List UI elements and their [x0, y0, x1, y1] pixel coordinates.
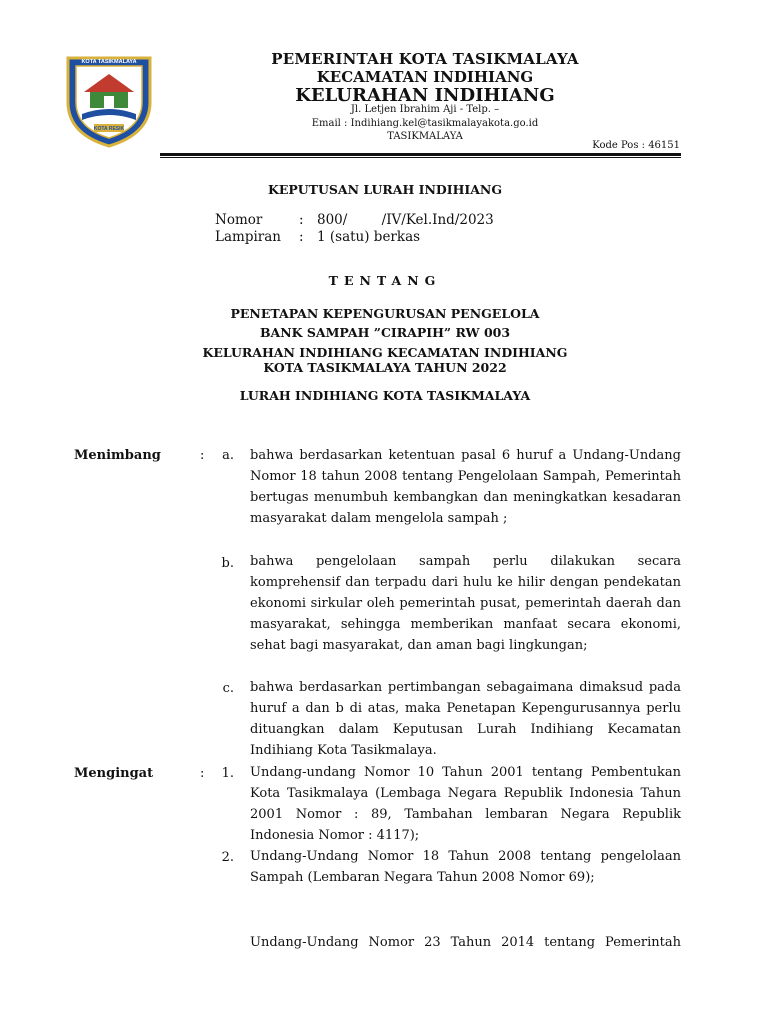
number-label: Nomor: [215, 212, 263, 228]
city-logo-emblem: [64, 52, 154, 148]
city-line: TASIKMALAYA: [387, 131, 463, 142]
considering-item-c: bahwa berdasarkan pertimbangan sebagaimana dimaksud pada huruf a dan b di atas, maka Penetapan Kepengurusannya perlu dituangkan dalam Keputusan Lurah Indihiang Kecamatan Indihiang Kota Tasikmalaya.: [250, 680, 681, 758]
logo-text-top: KOTA TASIKMALAYA: [81, 59, 137, 65]
email-line: Email : Indihiang.kel@tasikmalayakota.go.id: [311, 118, 539, 129]
considering-item-a: bahwa berdasarkan ketentuan pasal 6 huruf a Undang-Undang Nomor 18 tahun 2008 tentang Pengelolaan Sampah, Pemerintah bertugas menumbuh kembangkan dan meningkatkan kesadaran masyarakat dalam mengelola sampah ;: [250, 448, 681, 526]
recalling-colon: :: [200, 766, 205, 781]
district-name: KECAMATAN INDIHIANG: [316, 68, 534, 86]
number-colon: :: [299, 212, 304, 228]
address-line: Jl. Letjen Ibrahim Aji - Telp. –: [350, 104, 500, 115]
postal-code: Kode Pos : 46151: [592, 140, 680, 151]
subject-line-3: KELURAHAN INDIHIANG KECAMATAN INDIHIANG: [202, 345, 568, 360]
attachment-colon: :: [299, 229, 304, 245]
letterhead-rule-thick: [160, 153, 681, 156]
considering-label: Menimbang: [74, 448, 161, 463]
considering-mark-a: a.: [222, 448, 234, 463]
subject-line-4: KOTA TASIKMALAYA TAHUN 2022: [263, 360, 507, 375]
considering-mark-b: b.: [221, 556, 234, 571]
village-name: KELURAHAN INDIHIANG: [295, 85, 555, 106]
recalling-label: Mengingat: [74, 766, 154, 781]
attachment-label: Lampiran: [215, 229, 281, 245]
decree-number-row: [215, 212, 494, 228]
recalling-item-2: Undang-Undang Nomor 18 Tahun 2008 tentang pengelolaan Sampah (Lembaran Negara Tahun 2008 Nomor 69);: [250, 849, 681, 885]
considering-mark-c: c.: [222, 681, 234, 696]
recalling-mark-1: 1.: [221, 766, 234, 781]
decree-attachment-row: [215, 229, 420, 245]
recalling-mark-2: 2.: [221, 850, 234, 865]
logo-text-bottom: KOTA RESIK: [93, 126, 125, 132]
authority-heading: LURAH INDIHIANG KOTA TASIKMALAYA: [239, 388, 531, 403]
recalling-item-3-partial: Undang-Undang Nomor 23 Tahun 2014 tentang Pemerintah: [250, 935, 681, 950]
number-value: 800/ /IV/Kel.Ind/2023: [317, 212, 494, 228]
subject-line-2: BANK SAMPAH ”CIRAPIH” RW 003: [259, 325, 511, 340]
gov-name: PEMERINTAH KOTA TASIKMALAYA: [271, 50, 579, 68]
attachment-value: 1 (satu) berkas: [317, 229, 421, 245]
subject-line-1: PENETAPAN KEPENGURUSAN PENGELOLA: [230, 306, 540, 321]
considering-colon: :: [200, 448, 205, 463]
considering-item-b: bahwa pengelolaan sampah perlu dilakukan secara komprehensif dan terpadu dari hulu ke hilir dengan pendekatan ekonomi sirkular oleh pemerintah pusat, pemerintah daerah dan masyarakat, sehingga memberikan manfaat secara ekonomi, sehat bagi masyarakat, dan aman bagi lingkungan;: [250, 554, 681, 653]
decree-title: KEPUTUSAN LURAH INDIHIANG: [267, 182, 503, 197]
about-heading: TENTANG: [328, 273, 442, 288]
letterhead-rule-thin: [160, 157, 681, 158]
recalling-item-1: Undang-undang Nomor 10 Tahun 2001 tentang Pembentukan Kota Tasikmalaya (Lembaga Negara Republik Indonesia Tahun 2001 Nomor : 89, Tambahan lembaran Negara Republik Indonesia Nomor : 4117);: [250, 765, 681, 843]
